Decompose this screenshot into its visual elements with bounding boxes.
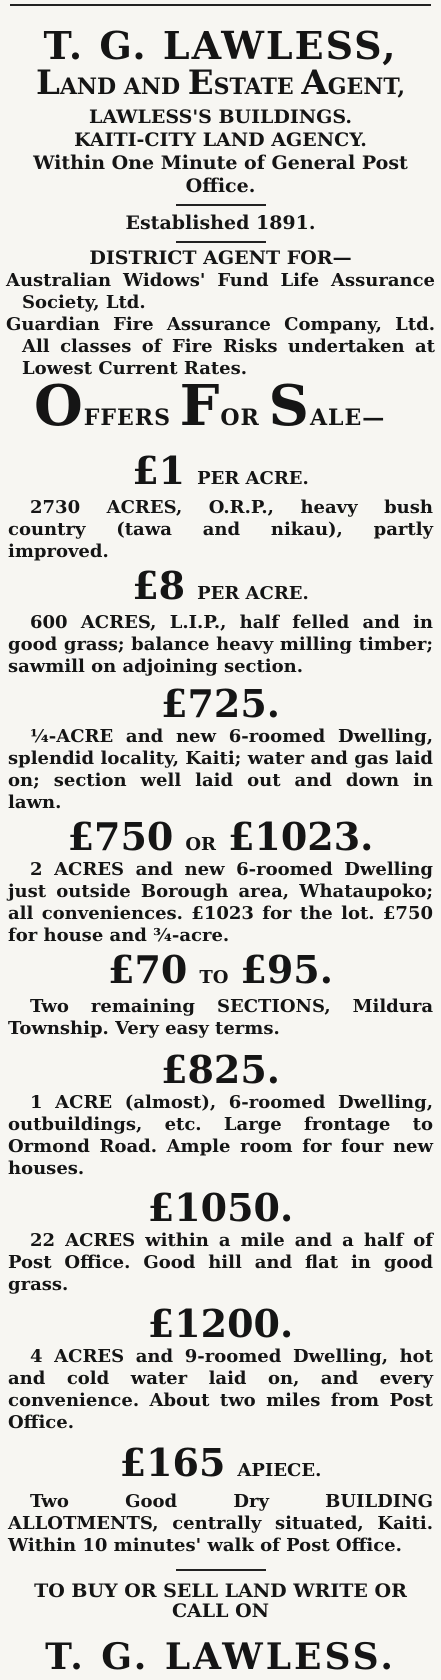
listing-price: £725. xyxy=(161,681,280,726)
listing-description: Two remaining SECTIONS, Mildura Township. Very easy terms. xyxy=(8,996,433,1039)
listing-price: £1 PER ACRE. xyxy=(132,448,309,493)
listing-price: £1200. xyxy=(147,1301,294,1346)
listing-description: 2730 ACRES, O.R.P., heavy bush country (tawa and nikau), partly improved. xyxy=(8,497,433,562)
listing-description: Two Good Dry BUILDING ALLOTMENTS, centrally situated, Kaiti. Within 10 minutes' walk of Post Office. xyxy=(8,1491,433,1556)
listing-price: £750 OR £1023. xyxy=(67,814,374,859)
divider xyxy=(176,204,266,206)
listing-description: 22 ACRES within a mile and a half of Post Office. Good hill and flat in good grass. xyxy=(8,1230,433,1295)
district-item: Guardian Fire Assurance Company, Ltd. All classes of Fire Risks undertaken at Lowest Current Rates. xyxy=(6,314,435,379)
listing-price: £825. xyxy=(161,1047,280,1092)
listing-description: 2 ACRES and new 6-roomed Dwelling just outside Borough area, Whataupoko; all conveniences. £1023 for the lot. £750 for house and ¾-acre. xyxy=(8,859,433,946)
established-line: Established 1891. xyxy=(125,212,316,234)
listing-description: 4 ACRES and 9-roomed Dwelling, hot and cold water laid on, and every convenience. About two miles from Post Office. xyxy=(8,1346,433,1433)
divider xyxy=(176,1569,266,1571)
buildings-line: LAWLESS'S BUILDINGS. xyxy=(88,106,352,128)
top-rule xyxy=(10,4,431,6)
call-to-action: TO BUY OR SELL LAND WRITE OR CALL ON xyxy=(34,1580,407,1622)
listing-price: £1050. xyxy=(147,1185,294,1230)
location-line: Within One Minute of General Post Office. xyxy=(33,152,408,197)
listing-description: ¼-ACRE and new 6-roomed Dwelling, splendid locality, Kaiti; water and gas laid on; section well laid out and down in lawn. xyxy=(8,726,433,813)
listing-description: 600 ACRES, L.I.P., half felled and in good grass; balance heavy milling timber; sawmill on adjoining section. xyxy=(8,612,433,677)
agent-title: LAND AND ESTATE AGENT, xyxy=(35,63,406,103)
listing-price: £70 TO £95. xyxy=(108,947,333,992)
listing-description: 1 ACRE (almost), 6-roomed Dwelling, outbuildings, etc. Large frontage to Ormond Road. Ample room for four new houses. xyxy=(8,1092,433,1179)
offers-for-sale-heading: OFFERS FOR SALE— xyxy=(34,373,386,439)
footer-name: T. G. LAWLESS. xyxy=(45,1636,396,1678)
district-heading: DISTRICT AGENT FOR— xyxy=(89,247,352,269)
district-item: Australian Widows' Fund Life Assurance Society, Ltd. xyxy=(6,270,435,313)
divider xyxy=(176,241,266,243)
agency-line: KAITI-CITY LAND AGENCY. xyxy=(74,129,367,151)
advertiser-name: T. G. LAWLESS, xyxy=(43,23,398,68)
listing-price: £165 APIECE. xyxy=(119,1440,322,1485)
listing-price: £8 PER ACRE. xyxy=(132,563,309,608)
